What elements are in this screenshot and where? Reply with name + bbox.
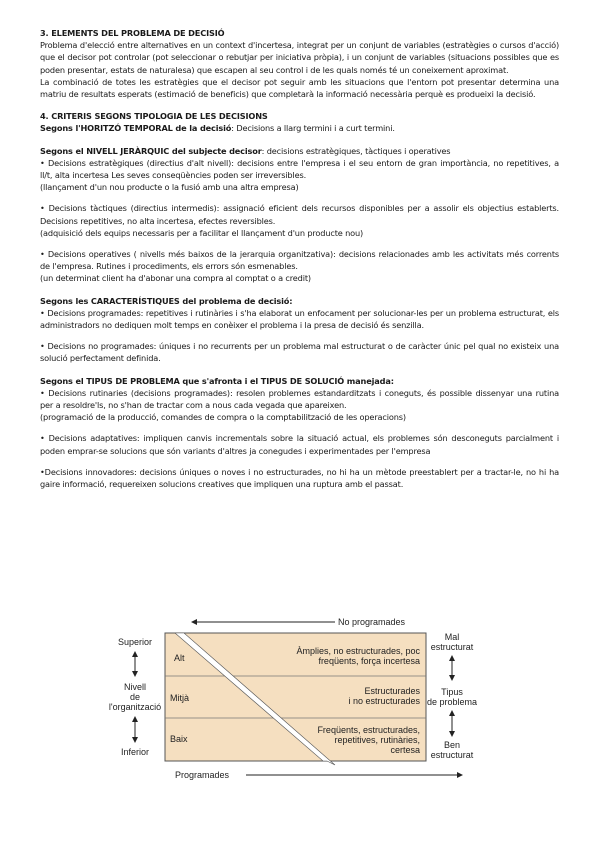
- decisions-programades: • Decisions programades: repetitives i rutinàries i s'ha elaborat un enfocament per solucionar-les per un problema estructurat, els administradors no dediquen molt temps en conèixer el problema i la presa de decisió és senzilla.: [40, 307, 559, 331]
- desc-baix-3: certesa: [390, 745, 420, 755]
- decisions-operatives-example: (un determinat client ha d'abonar una compra al comptat o a credit): [40, 273, 311, 284]
- decisions-innovadores: •Decisions innovadores: decisions úniques o noves i no estructurades, no hi ha un mètode preestablert per a tractar-le, no hi ha gaire informació, requereixen solucions creatives que impliquen una ruptura amb el passat.: [40, 466, 559, 490]
- section-3-paragraph-2: La combinació de totes les estratègies que el decisor pot seguir amb les situacions que l'entorn pot presentar determina una matriu de resultats esperats (estimació de beneficis) que completarà la informació necessària perquè es produeixi la decisió.: [40, 76, 559, 100]
- right-axis-tipus: Tipus: [441, 687, 463, 697]
- decisions-rutinaries: • Decisions rutinaries (decisions programades): resolen problemes estandarditzats i coneguts, és possible dissenyar una rutina per a resoldre'ls, no s'han de tractar com a nous cada vegada que apareixen.: [40, 387, 559, 411]
- right-axis-estructurat-top: estructurat: [430, 642, 474, 652]
- section-4-title: 4. CRITERIS SEGONS TIPOLOGIA DE LES DECISIONS: [40, 111, 268, 122]
- desc-baix-1: Freqüents, estructurades,: [317, 725, 420, 735]
- left-axis-nivell: Nivell: [123, 682, 147, 692]
- desc-alt-2: freqüents, força incertesa: [318, 656, 420, 666]
- decisions-tactiques: • Decisions tàctiques (directius intermedis): assignació eficient dels recursos disponibles per a assolir els objectius establerts. Decisions repetitives, no alta incertesa, efectes reversibles.: [40, 203, 559, 226]
- decisions-adaptatives: • Decisions adaptatives: impliquen canvis incrementals sobre la situació actual, els problemes són desconeguts parcialment i poden emprar-se solucions que són variants d'altres ja conegudes i experimentades per l'empresa: [40, 433, 559, 456]
- horitzo-temporal: [40, 122, 559, 134]
- horitzo-label: Segons l'HORITZÓ TEMPORAL de la decisió: [40, 123, 232, 134]
- horitzo-text: : Decisions a llarg termini i a curt termini.: [231, 123, 395, 134]
- document-page: [40, 27, 559, 490]
- section-3-title: 3. ELEMENTS DEL PROBLEMA DE DECISIÓ: [40, 28, 225, 38]
- decisions-estrategiques-example: (llançament d'un nou producte o la fusió amb una altra empresa): [40, 182, 299, 193]
- desc-mitja-2: i no estructurades: [348, 696, 420, 706]
- decisions-operatives: • Decisions operatives ( nivells més baixos de la jerarquia organitzativa): decisions relacionades amb les activitats més corrents de l'empresa. Rutines i procediments, els errors són esmenables.: [40, 249, 559, 272]
- no-programades-label: No programades: [338, 617, 406, 627]
- nivell-jerarquic: [40, 145, 559, 157]
- desc-mitja-1: Estructurades: [364, 686, 420, 696]
- nivell-text: : decisions estratègiques, tàctiques i operatives: [261, 145, 451, 156]
- decisions-rutinaries-example: (programació de la producció, comandes de compra o la comptabilització de les operacions): [40, 412, 406, 423]
- programades-label: Programades: [175, 770, 230, 780]
- decisions-tactiques-example: (adquisició dels equips necessaris per a facilitar el llançament d'un producte nou): [40, 227, 364, 238]
- caracteristiques-heading: Segons les CARACTERÍSTIQUES del problema de decisió:: [40, 295, 293, 306]
- decisions-no-programades: • Decisions no programades: úniques i no recurrents per un problema mal estructurat o de caràcter únic pel qual no existeix una solució perfectament definida.: [40, 341, 559, 364]
- section-3-paragraph-1: Problema d'elecció entre alternatives en un context d'incertesa, integrat per un conjunt de variables (estratègies o cursos d'acció) que el decisor pot controlar (pot seleccionar o rebutjar per iniciativa pròpia), i un conjunt de variables (situacions possibles que es poden presentar, estats de naturalesa) que escapen al seu control i de les quals només té un coneixement aproximat.: [40, 40, 559, 75]
- level-alt: Alt: [174, 653, 185, 663]
- decisions-estrategiques: • Decisions estratègiques (directius d'alt nivell): decisions entre l'empresa i el seu entorn de gran importància, no repetitives, a ll/t, alta incertesa Les seves conseqüències poden ser irreversibles.: [40, 157, 559, 181]
- decision-levels-diagram: [80, 600, 540, 790]
- left-axis-inferior: Inferior: [120, 747, 150, 757]
- right-axis-de-problema: de problema: [426, 697, 478, 707]
- desc-baix-2: repetitives, rutinàries,: [334, 735, 420, 745]
- nivell-label: Segons el NIVELL JERÀRQUIC del subjecte decisor: [40, 145, 262, 156]
- left-axis-organitzacio: l'organització: [108, 702, 162, 712]
- left-axis-superior: Superior: [117, 637, 153, 647]
- level-mitja: Mitjà: [170, 693, 190, 703]
- right-axis-ben: Ben: [443, 740, 461, 750]
- level-baix: Baix: [170, 734, 188, 744]
- tipus-problema-heading: Segons el TIPUS DE PROBLEMA que s'afronta i el TIPUS DE SOLUCIÓ manejada:: [40, 375, 394, 386]
- left-axis-de: de: [129, 692, 141, 702]
- right-axis-estructurat-bottom: estructurat: [430, 750, 474, 760]
- right-axis-mal: Mal: [444, 632, 460, 642]
- desc-alt-1: Àmplies, no estructurades, poc: [296, 646, 420, 656]
